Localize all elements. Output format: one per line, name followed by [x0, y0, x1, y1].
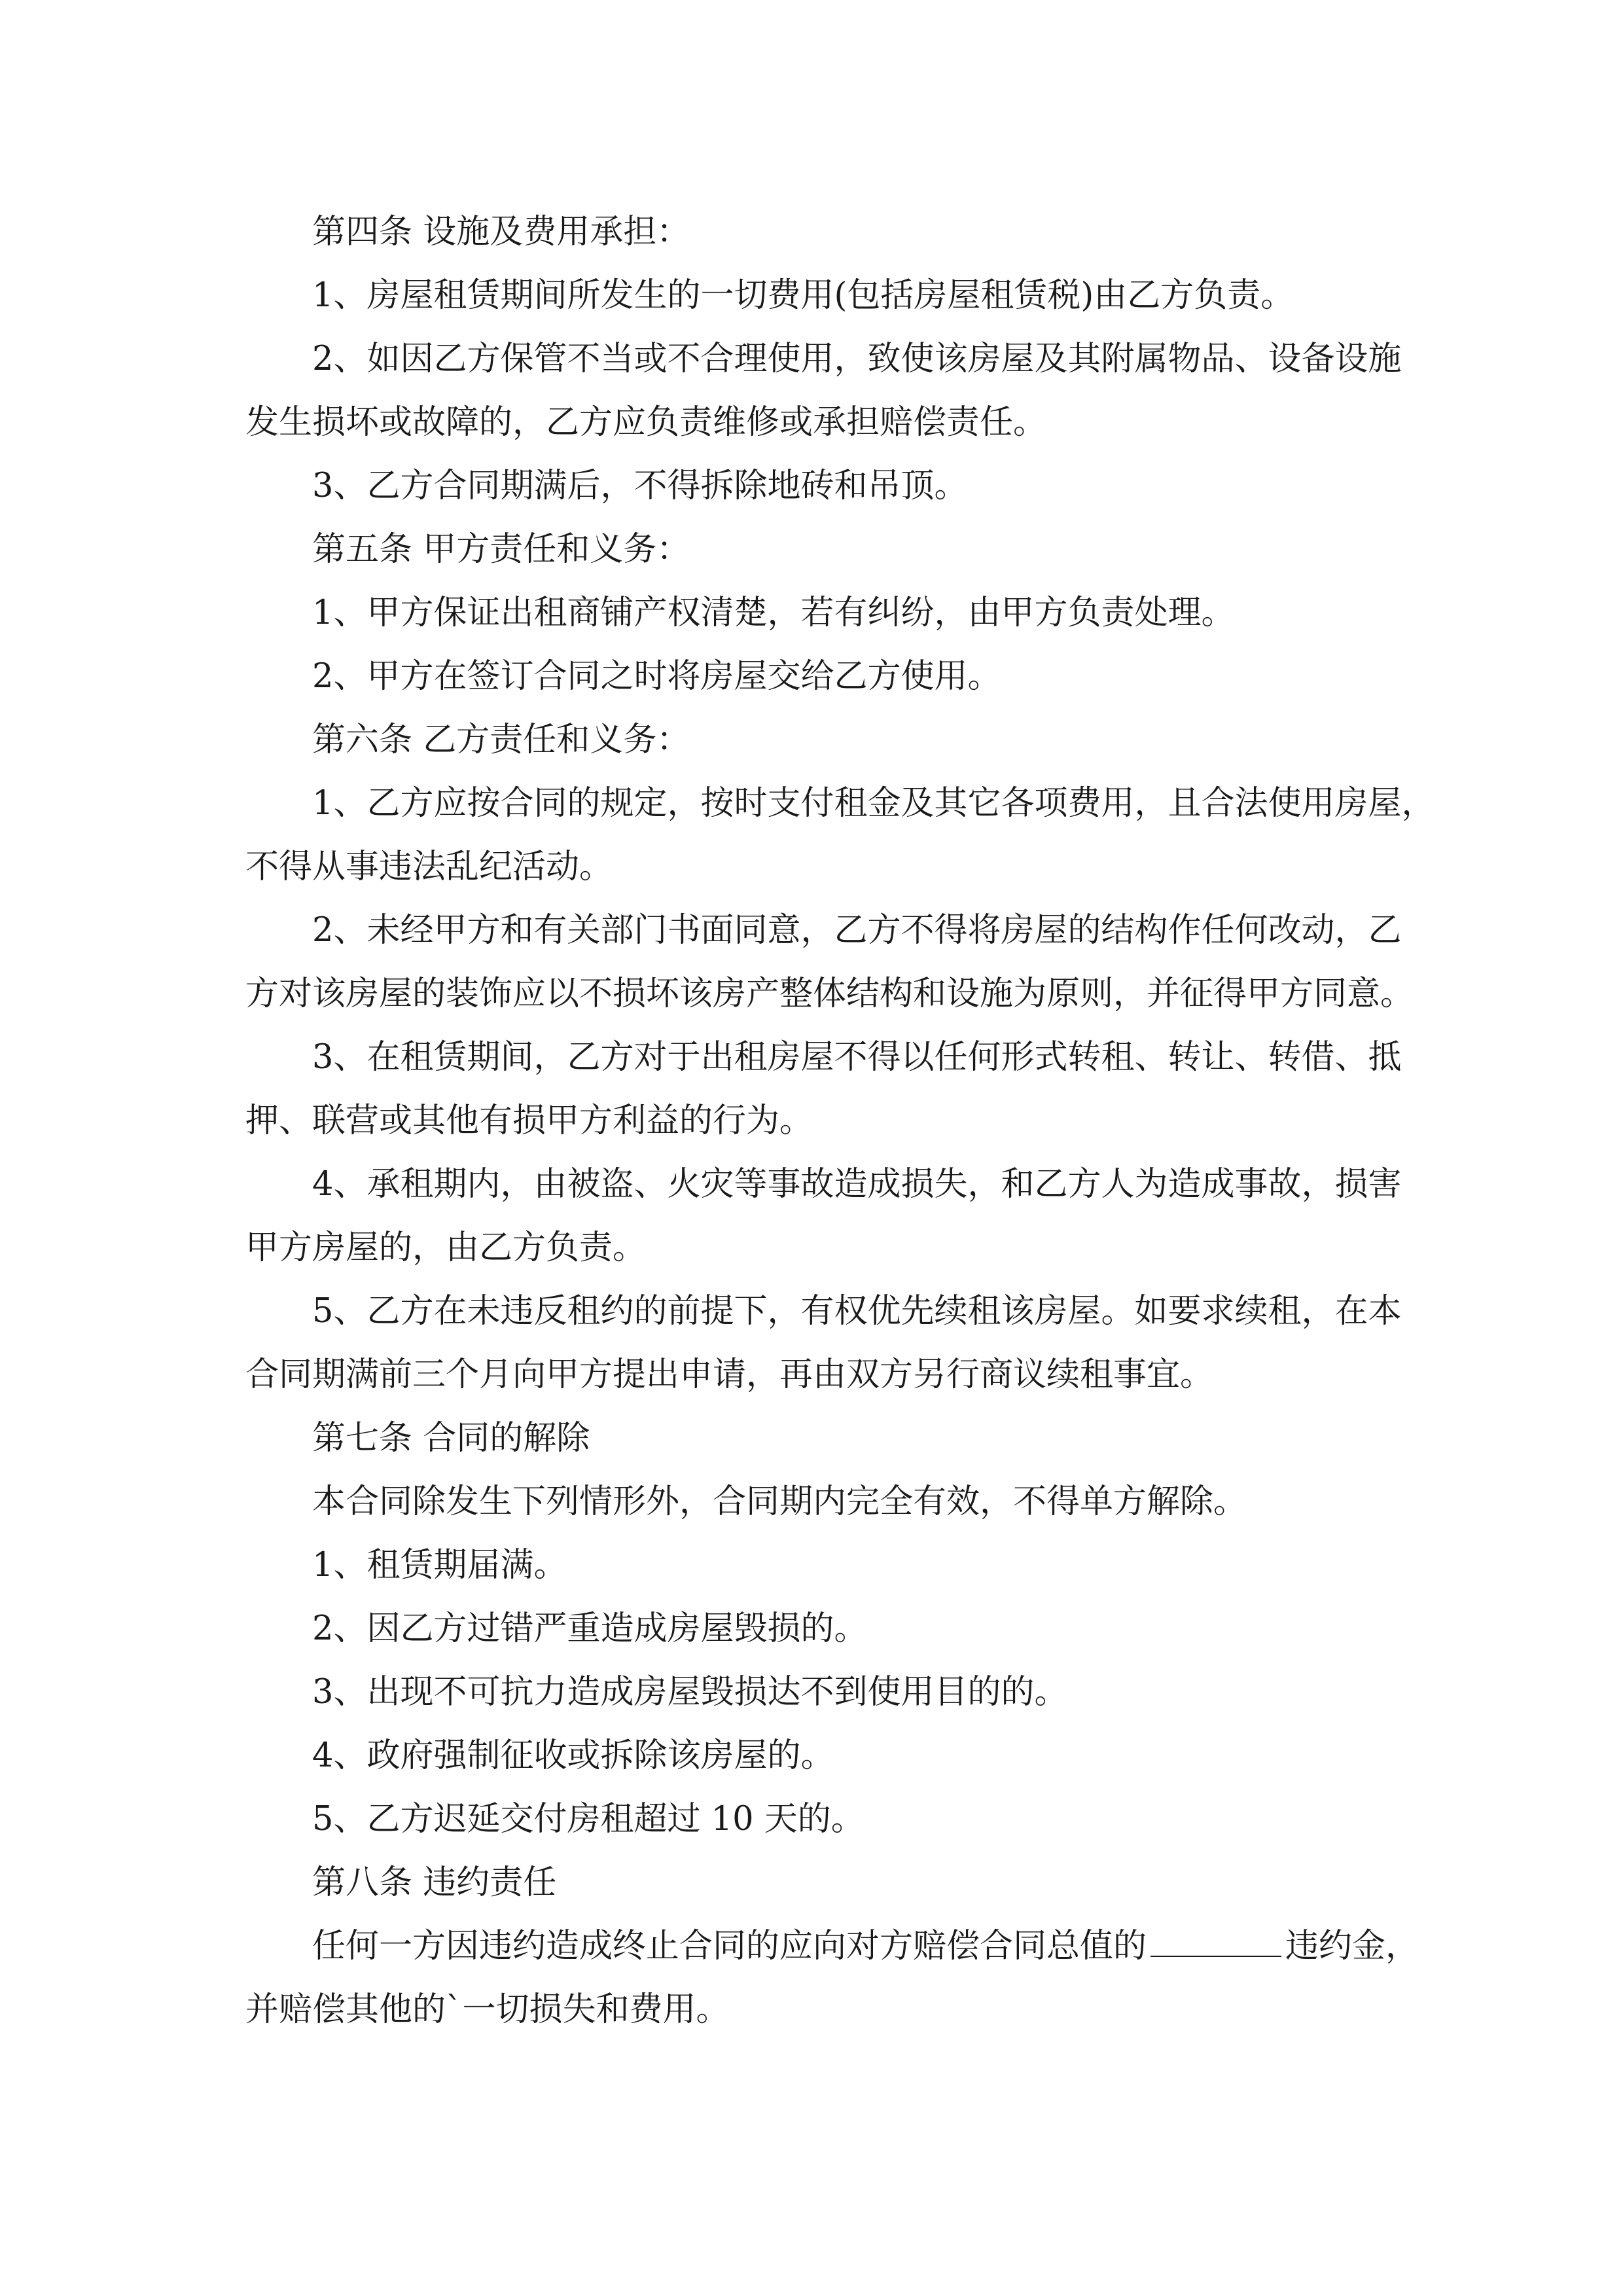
- article-7-item-2: 2、因乙方过错严重造成房屋毁损的。: [312, 1609, 868, 1648]
- article-8-heading: 第八条 违约责任: [312, 1863, 557, 1902]
- article-8-clause-line-2: 并赔偿其他的`一切损失和费用。: [245, 1990, 730, 2029]
- article-5-heading: 第五条 甲方责任和义务：: [312, 530, 690, 569]
- article-6-item-2-line-2: 方对该房屋的装饰应以不损坏该房产整体结构和设施为原则，并征得甲方同意。: [245, 975, 1414, 1013]
- penalty-amount-blank: [1150, 1922, 1281, 1957]
- article-6-item-3-line-1: 3、在租赁期间，乙方对于出租房屋不得以任何形式转租、转让、转借、抵: [312, 1038, 1402, 1077]
- article-6-item-1-line-2: 不得从事违法乱纪活动。: [245, 848, 613, 886]
- article-7-item-5: 5、乙方迟延交付房租超过 10 天的。: [312, 1800, 865, 1839]
- article-8-clause-text-before-blank: 任何一方因违约造成终止合同的应向对方赔偿合同总值的: [312, 1927, 1147, 1965]
- article-4-item-2-line-1: 2、如因乙方保管不当或不合理使用，致使该房屋及其附属物品、设备设施: [312, 340, 1402, 378]
- article-4-item-2-line-2: 发生损坏或故障的，乙方应负责维修或承担赔偿责任。: [245, 403, 1047, 442]
- article-5-item-1: 1、甲方保证出租商铺产权清楚，若有纠纷，由甲方负责处理。: [312, 594, 1235, 632]
- article-4-heading: 第四条 设施及费用承担：: [312, 213, 690, 251]
- article-6-item-5-line-1: 5、乙方在未违反租约的前提下，有权优先续租该房屋。如要求续租，在本: [312, 1292, 1402, 1331]
- article-6-heading: 第六条 乙方责任和义务：: [312, 721, 690, 759]
- article-6-item-2-line-1: 2、未经甲方和有关部门书面同意，乙方不得将房屋的结构作任何改动，乙: [312, 911, 1402, 950]
- article-7-heading: 第七条 合同的解除: [312, 1419, 590, 1458]
- article-7-intro: 本合同除发生下列情形外，合同期内完全有效，不得单方解除。: [312, 1482, 1247, 1521]
- article-7-item-4: 4、政府强制征收或拆除该房屋的。: [312, 1736, 834, 1775]
- article-7-item-3: 3、出现不可抗力造成房屋毁损达不到使用目的的。: [312, 1673, 1068, 1712]
- article-8-clause-line-1: [245, 1914, 1419, 1978]
- article-4-item-3: 3、乙方合同期满后，不得拆除地砖和吊顶。: [312, 467, 968, 505]
- article-5-item-2: 2、甲方在签订合同之时将房屋交给乙方使用。: [312, 657, 1001, 696]
- article-6-item-4-line-2: 甲方房屋的，由乙方负责。: [245, 1229, 647, 1267]
- article-6-item-1-line-1: 1、乙方应按合同的规定，按时支付租金及其它各项费用，且合法使用房屋，: [312, 784, 1435, 823]
- article-6-item-3-line-2: 押、联营或其他有损甲方利益的行为。: [245, 1102, 813, 1140]
- article-6-item-5-line-2: 合同期满前三个月向甲方提出申请，再由双方另行商议续租事宜。: [245, 1355, 1214, 1394]
- article-8-clause-text-after-blank: 违约金，: [1285, 1927, 1419, 1965]
- article-7-item-1: 1、租赁期届满。: [312, 1546, 567, 1585]
- document-body: [245, 200, 1435, 2041]
- article-4-item-1: 1、房屋租赁期间所发生的一切费用(包括房屋租赁税)由乙方负责。: [312, 276, 1294, 315]
- article-6-item-4-line-1: 4、承租期内，由被盗、火灾等事故造成损失，和乙方人为造成事故，损害: [312, 1165, 1402, 1204]
